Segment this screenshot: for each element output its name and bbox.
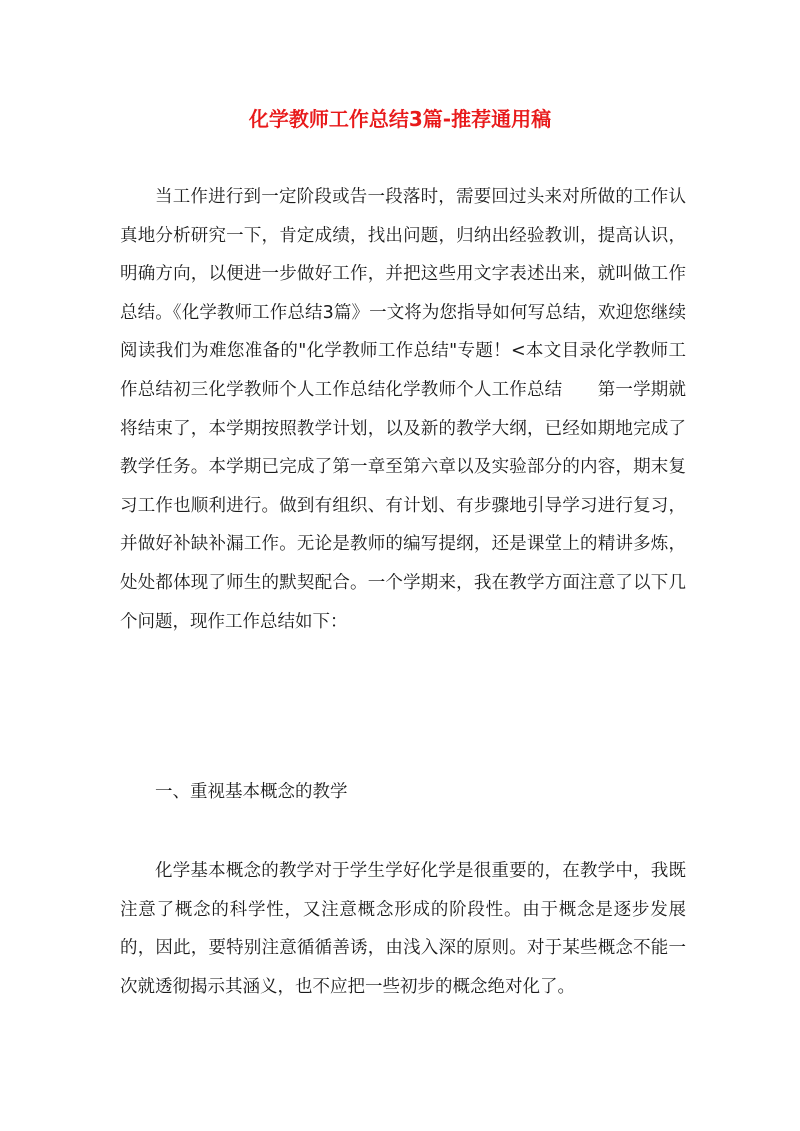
intro-paragraph: 当工作进行到一定阶段或告一段落时，需要回过头来对所做的工作认真地分析研究一下，肯定成绩，找出问题，归纳出经验教训，提高认识，明确方向，以便进一步做好工作，并把这些用文字表述出来，就叫做工作总结。《化学教师工作总结3篇》一文将为您指导如何写总结，欢迎您继续阅读我们为难您准备的"化学教师工作总结"专题！<本文目录化学教师工作总结初三化学教师个人工作总结化学教师个人工作总结 第一学期就将结束了，本学期按照教学计划，以及新的教学大纲，已经如期地完成了教学任务。本学期已完成了第一章至第六章以及实验部分的内容，期末复习工作也顺利进行。做到有组织、有计划、有步骤地引导学习进行复习，并做好补缺补漏工作。无论是教师的编写提纲，还是课堂上的精讲多炼，处处都体现了师生的默契配合。一个学期来，我在教学方面注意了以下几个问题，现作工作总结如下： <box>120 187 686 632</box>
document-title: 化学教师工作总结3篇-推荐通用稿 <box>248 107 552 131</box>
section-heading: 一、重视基本概念的教学 <box>155 782 348 802</box>
section-paragraph: 化学基本概念的教学对于学生学好化学是很重要的，在教学中，我既注意了概念的科学性，又注意概念形成的阶段性。由于概念是逐步发展的，因此，要特别注意循循善诱，由浅入深的原则。对于某些概念不能一次就透彻揭示其涵义，也不应把一些初步的概念绝对化了。 <box>120 861 686 997</box>
